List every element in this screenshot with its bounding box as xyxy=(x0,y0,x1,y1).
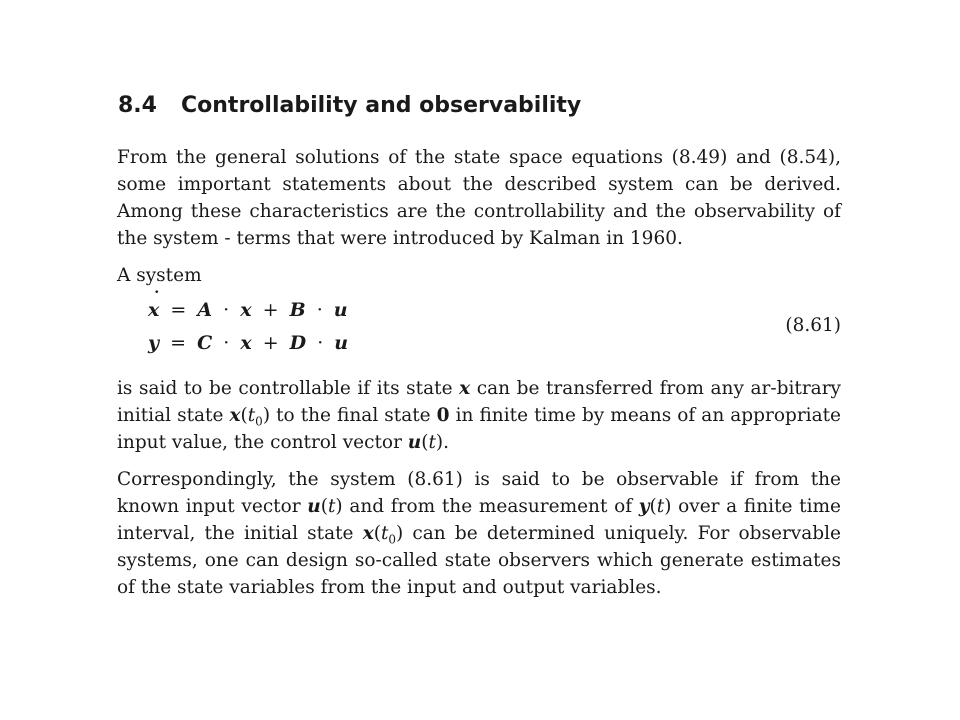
math-zero-vector: 0 xyxy=(436,405,450,426)
eq-dot-operator: · xyxy=(223,299,230,321)
eq-plus: + xyxy=(262,332,279,354)
eq-u: u xyxy=(334,332,349,354)
math-x: x xyxy=(459,378,471,399)
math-t: t xyxy=(247,405,256,426)
eq-matrix-d: D xyxy=(289,332,307,354)
math-x: x xyxy=(362,523,374,544)
math-t: t xyxy=(380,523,389,544)
text-run: can be determined uniquely. For observable systems, one can design so-called state observers which generate estimates of the state variables from the input and output variables. xyxy=(117,523,841,598)
text-run: and from the measurement of xyxy=(342,496,639,517)
equation-number: (8.61) xyxy=(785,315,841,336)
text-run: is said to be controllable if its state xyxy=(117,378,460,399)
paragraph-observable: Correspondingly, the system (8.61) is said to be observable if from the known input vector u(t) and from the measurement of y(t) over a finite time interval, the initial state $x(t_0)$ can be determined uniquely. For observable systems, one can design so-called state observers which generate estimates of the state variables from the input and output variables. xyxy=(117,469,841,598)
eq-dot-operator: · xyxy=(223,332,230,354)
math-t: t xyxy=(656,496,665,517)
text-run: can be transferred from any ar-bitrary initial state xyxy=(117,378,842,426)
eq-x: x xyxy=(240,332,252,354)
text-run: to the final state xyxy=(270,405,437,426)
eq-x: x xyxy=(240,299,252,321)
page-content xyxy=(117,92,841,611)
eq-matrix-c: C xyxy=(197,332,213,354)
text-run: Correspondingly, the system (8.61) is said to be observable if from the known input vector xyxy=(117,469,841,517)
math-subscript-0: 0 xyxy=(388,532,397,547)
section-number: 8.4 xyxy=(118,93,157,118)
math-t: t xyxy=(428,432,436,453)
math-y: y xyxy=(638,496,650,517)
math-x: x xyxy=(229,405,241,426)
paragraph-controllable: is said to be controllable if its state x can be transferred from any ar-bitrary initial state $x(t_0)$ to the final state 0 in finite time by means of an appropriate input value, the control vector u(t). xyxy=(117,378,842,453)
section-title: Controllability and observability xyxy=(181,93,582,118)
math-u: u xyxy=(307,496,321,517)
eq-matrix-a: A xyxy=(197,299,213,321)
paragraph-a-system: A system xyxy=(117,265,202,286)
text-run: over a finite time interval, the initial state xyxy=(117,496,841,544)
eq-y: y xyxy=(148,332,160,354)
eq-u: u xyxy=(333,299,348,321)
math-t: t xyxy=(327,496,336,517)
eq-dot-operator: · xyxy=(317,332,324,354)
eq-x-dot: ˙ x xyxy=(148,297,159,323)
text-run: in finite time by means of an appropriate input value, the control vector xyxy=(117,405,841,453)
equation-block-8-61 xyxy=(117,295,841,363)
equation-output xyxy=(148,330,348,356)
section-heading xyxy=(118,92,841,120)
math-u: u xyxy=(407,432,422,453)
text-run: . xyxy=(443,432,450,453)
paragraph-intro: From the general solutions of the state space equations (8.49) and (8.54), some important statements about the described system can be derived. Among these characteristics are the controllability and the observability of the system - terms that were introduced by Kalman in 1960. xyxy=(117,147,841,249)
eq-plus: + xyxy=(262,299,279,321)
eq-dot-operator: · xyxy=(316,299,323,321)
eq-equals: = xyxy=(170,299,187,321)
math-subscript-0: 0 xyxy=(255,414,263,429)
eq-equals: = xyxy=(170,332,187,354)
eq-matrix-b: B xyxy=(289,299,306,321)
equation-state xyxy=(148,297,348,323)
